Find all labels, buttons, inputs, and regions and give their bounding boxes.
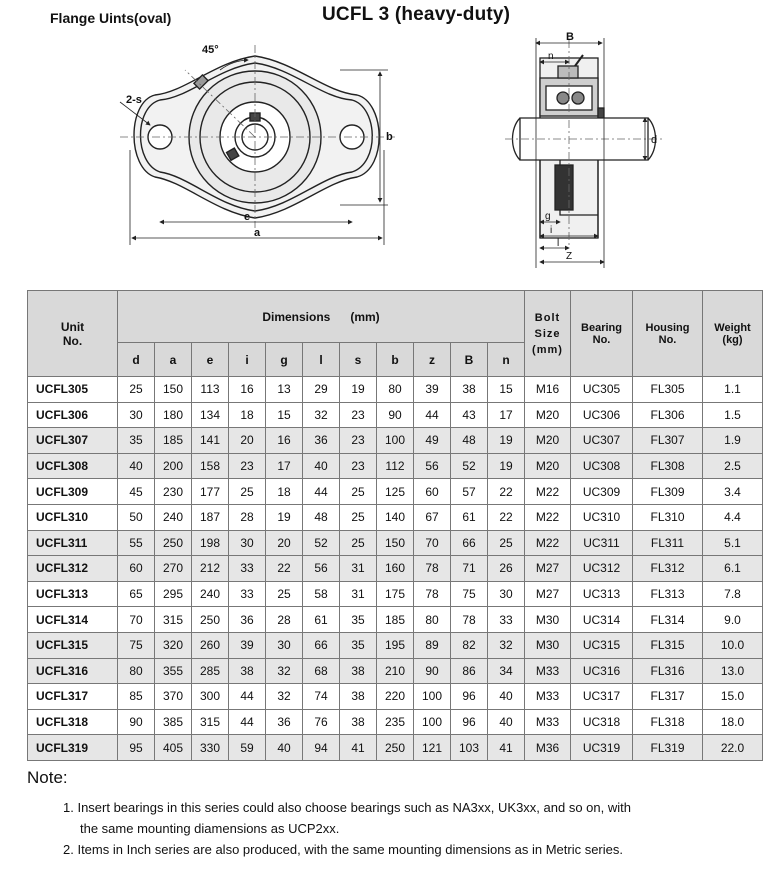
table-cell: FL311 — [633, 530, 703, 556]
table-cell: 25 — [488, 530, 525, 556]
table-cell: 150 — [155, 377, 192, 403]
table-cell: 100 — [414, 684, 451, 710]
table-cell: 250 — [192, 607, 229, 633]
table-cell: 370 — [155, 684, 192, 710]
table-cell: 48 — [303, 504, 340, 530]
table-cell: 71 — [451, 556, 488, 582]
table-cell: 17 — [266, 453, 303, 479]
table-cell: 85 — [118, 684, 155, 710]
table-cell: 75 — [118, 632, 155, 658]
table-cell: 50 — [118, 504, 155, 530]
table-cell: 17 — [488, 402, 525, 428]
column-header-b: b — [377, 343, 414, 377]
table-cell: 86 — [451, 658, 488, 684]
table-row — [28, 658, 763, 684]
unit-number-cell: UCFL314 — [28, 607, 118, 633]
unit-number-cell: UCFL313 — [28, 581, 118, 607]
table-cell: 32 — [266, 684, 303, 710]
note-line-3: 2. Items in Inch series are also produced, with the same mounting dimensions as in Metric series. — [63, 842, 623, 857]
table-cell: 66 — [451, 530, 488, 556]
bearing-header: Bearing No. — [571, 291, 633, 377]
table-cell: 78 — [414, 581, 451, 607]
table-cell: UC307 — [571, 428, 633, 454]
table-cell: 30 — [229, 530, 266, 556]
table-row — [28, 530, 763, 556]
table-cell: 70 — [118, 607, 155, 633]
table-cell: 250 — [377, 735, 414, 761]
table-cell: 19 — [340, 377, 377, 403]
dim-l-label: l — [557, 238, 560, 249]
table-cell: 1.9 — [703, 428, 763, 454]
table-cell: 9.0 — [703, 607, 763, 633]
table-cell: 36 — [229, 607, 266, 633]
table-cell: UC308 — [571, 453, 633, 479]
table-cell: UC315 — [571, 632, 633, 658]
table-cell: 60 — [118, 556, 155, 582]
table-cell: 32 — [488, 632, 525, 658]
table-cell: 315 — [192, 709, 229, 735]
table-cell: UC309 — [571, 479, 633, 505]
table-cell: 240 — [155, 504, 192, 530]
table-row — [28, 581, 763, 607]
table-cell: 38 — [229, 658, 266, 684]
dimensions-table — [27, 290, 763, 761]
table-cell: 22 — [488, 504, 525, 530]
table-cell: 7.8 — [703, 581, 763, 607]
table-cell: 1.5 — [703, 402, 763, 428]
table-cell: 185 — [377, 607, 414, 633]
table-cell: 220 — [377, 684, 414, 710]
table-cell: 19 — [488, 428, 525, 454]
table-cell: 80 — [414, 607, 451, 633]
table-cell: 40 — [118, 453, 155, 479]
table-cell: 23 — [340, 428, 377, 454]
dim-g-label: g — [545, 211, 551, 222]
weight-header: Weight (kg) — [703, 291, 763, 377]
table-cell: 18 — [266, 479, 303, 505]
table-cell: 23 — [340, 453, 377, 479]
table-cell: 158 — [192, 453, 229, 479]
table-cell: 30 — [266, 632, 303, 658]
table-cell: 32 — [266, 658, 303, 684]
table-cell: 30 — [488, 581, 525, 607]
table-cell: M36 — [525, 735, 571, 761]
table-cell: 16 — [266, 428, 303, 454]
table-cell: 80 — [377, 377, 414, 403]
table-cell: 22.0 — [703, 735, 763, 761]
table-cell: M33 — [525, 684, 571, 710]
table-cell: 175 — [377, 581, 414, 607]
column-header-n: n — [488, 343, 525, 377]
table-cell: 52 — [451, 453, 488, 479]
table-cell: 66 — [303, 632, 340, 658]
table-cell: 28 — [229, 504, 266, 530]
table-cell: 35 — [118, 428, 155, 454]
table-cell: 39 — [229, 632, 266, 658]
dim-b-label: b — [386, 131, 393, 143]
table-cell: 2.5 — [703, 453, 763, 479]
table-cell: FL316 — [633, 658, 703, 684]
table-cell: M20 — [525, 428, 571, 454]
column-header-a: a — [155, 343, 192, 377]
table-cell: 100 — [377, 428, 414, 454]
table-cell: FL307 — [633, 428, 703, 454]
table-cell: 198 — [192, 530, 229, 556]
table-cell: 19 — [266, 504, 303, 530]
table-cell: 235 — [377, 709, 414, 735]
table-cell: FL315 — [633, 632, 703, 658]
note-line-1: 1. Insert bearings in this series could also choose bearings such as NA3xx, UK3xx, and so on, with — [63, 800, 631, 815]
table-cell: 320 — [155, 632, 192, 658]
table-cell: 31 — [340, 581, 377, 607]
table-cell: 134 — [192, 402, 229, 428]
table-cell: 45 — [118, 479, 155, 505]
table-cell: 90 — [414, 658, 451, 684]
side-view — [513, 55, 656, 238]
table-cell: 49 — [414, 428, 451, 454]
table-cell: 44 — [414, 402, 451, 428]
table-cell: 121 — [414, 735, 451, 761]
table-cell: 56 — [303, 556, 340, 582]
table-cell: 100 — [414, 709, 451, 735]
dim-d-label: d — [651, 134, 658, 146]
dimensions-header: Dimensions (mm) — [118, 291, 525, 343]
table-cell: 41 — [340, 735, 377, 761]
table-cell: 38 — [340, 658, 377, 684]
table-cell: 270 — [155, 556, 192, 582]
table-cell: 25 — [340, 504, 377, 530]
table-cell: 4.4 — [703, 504, 763, 530]
table-cell: 82 — [451, 632, 488, 658]
table-cell: 38 — [451, 377, 488, 403]
table-cell: 40 — [488, 709, 525, 735]
table-cell: 74 — [303, 684, 340, 710]
table-cell: M30 — [525, 607, 571, 633]
table-cell: 55 — [118, 530, 155, 556]
table-cell: 76 — [303, 709, 340, 735]
table-cell: 3.4 — [703, 479, 763, 505]
unit-number-cell: UCFL308 — [28, 453, 118, 479]
table-cell: M22 — [525, 479, 571, 505]
table-row — [28, 377, 763, 403]
table-cell: 180 — [155, 402, 192, 428]
table-cell: FL310 — [633, 504, 703, 530]
table-cell: 33 — [488, 607, 525, 633]
table-cell: 185 — [155, 428, 192, 454]
table-row — [28, 684, 763, 710]
dim-z-label: Z — [566, 251, 573, 262]
table-cell: 330 — [192, 735, 229, 761]
table-cell: 18 — [229, 402, 266, 428]
table-cell: 39 — [414, 377, 451, 403]
table-cell: FL314 — [633, 607, 703, 633]
column-header-d: d — [118, 343, 155, 377]
unit-number-cell: UCFL318 — [28, 709, 118, 735]
table-cell: 160 — [377, 556, 414, 582]
table-cell: 44 — [229, 709, 266, 735]
housing-header: Housing No. — [633, 291, 703, 377]
table-cell: FL308 — [633, 453, 703, 479]
table-cell: UC319 — [571, 735, 633, 761]
table-cell: 210 — [377, 658, 414, 684]
table-cell: 125 — [377, 479, 414, 505]
table-cell: 95 — [118, 735, 155, 761]
table-cell: 57 — [451, 479, 488, 505]
column-header-e: e — [192, 343, 229, 377]
table-cell: 15.0 — [703, 684, 763, 710]
table-cell: 94 — [303, 735, 340, 761]
note-line-2: the same mounting diamensions as UCP2xx. — [80, 821, 340, 836]
table-cell: 5.1 — [703, 530, 763, 556]
table-cell: 26 — [488, 556, 525, 582]
table-cell: 200 — [155, 453, 192, 479]
table-cell: 36 — [266, 709, 303, 735]
unit-number-cell: UCFL315 — [28, 632, 118, 658]
table-cell: 58 — [303, 581, 340, 607]
table-cell: 141 — [192, 428, 229, 454]
dim-i-label: i — [550, 225, 553, 236]
note-title: Note: — [27, 768, 68, 787]
unit-number-cell: UCFL305 — [28, 377, 118, 403]
table-cell: M16 — [525, 377, 571, 403]
table-cell: M22 — [525, 530, 571, 556]
table-cell: 90 — [118, 709, 155, 735]
unit-number-cell: UCFL317 — [28, 684, 118, 710]
bolt-hole-label: 2-s — [126, 94, 142, 106]
table-cell: FL305 — [633, 377, 703, 403]
table-cell: 16 — [229, 377, 266, 403]
table-cell: 33 — [229, 556, 266, 582]
table-cell: M20 — [525, 402, 571, 428]
table-cell: 30 — [118, 402, 155, 428]
table-cell: 230 — [155, 479, 192, 505]
technical-drawing — [0, 0, 780, 290]
table-cell: 260 — [192, 632, 229, 658]
table-cell: M33 — [525, 658, 571, 684]
table-cell: 28 — [266, 607, 303, 633]
table-cell: UC311 — [571, 530, 633, 556]
table-cell: 22 — [266, 556, 303, 582]
table-cell: 285 — [192, 658, 229, 684]
table-cell: M33 — [525, 709, 571, 735]
table-cell: 113 — [192, 377, 229, 403]
table-cell: 25 — [340, 479, 377, 505]
table-cell: 96 — [451, 709, 488, 735]
table-cell: 20 — [266, 530, 303, 556]
table-cell: UC313 — [571, 581, 633, 607]
table-cell: 29 — [303, 377, 340, 403]
table-cell: 35 — [340, 632, 377, 658]
table-cell: 61 — [451, 504, 488, 530]
table-cell: 103 — [451, 735, 488, 761]
table-cell: 385 — [155, 709, 192, 735]
table-cell: 187 — [192, 504, 229, 530]
page-title: UCFL 3 (heavy-duty) — [322, 4, 511, 25]
table-row — [28, 632, 763, 658]
table-cell: UC305 — [571, 377, 633, 403]
table-cell: 78 — [414, 556, 451, 582]
table-cell: 300 — [192, 684, 229, 710]
unit-number-cell: UCFL312 — [28, 556, 118, 582]
table-cell: 150 — [377, 530, 414, 556]
unit-number-cell: UCFL310 — [28, 504, 118, 530]
table-cell: 25 — [118, 377, 155, 403]
column-header-i: i — [229, 343, 266, 377]
table-cell: 240 — [192, 581, 229, 607]
table-cell: UC314 — [571, 607, 633, 633]
table-cell: 250 — [155, 530, 192, 556]
table-cell: M27 — [525, 581, 571, 607]
unit-number-cell: UCFL319 — [28, 735, 118, 761]
unit-number-cell: UCFL306 — [28, 402, 118, 428]
column-header-l: l — [303, 343, 340, 377]
table-cell: 52 — [303, 530, 340, 556]
table-cell: 90 — [377, 402, 414, 428]
table-cell: FL309 — [633, 479, 703, 505]
table-cell: 295 — [155, 581, 192, 607]
table-cell: 32 — [303, 402, 340, 428]
unit-number-cell: UCFL311 — [28, 530, 118, 556]
table-row — [28, 402, 763, 428]
table-cell: 22 — [488, 479, 525, 505]
table-cell: 31 — [340, 556, 377, 582]
table-cell: UC316 — [571, 658, 633, 684]
table-body — [28, 377, 763, 761]
table-cell: 25 — [340, 530, 377, 556]
angle-label: 45° — [202, 44, 219, 56]
table-cell: 56 — [414, 453, 451, 479]
table-cell: M20 — [525, 453, 571, 479]
table-cell: 70 — [414, 530, 451, 556]
table-cell: M22 — [525, 504, 571, 530]
table-cell: 177 — [192, 479, 229, 505]
table-cell: 15 — [266, 402, 303, 428]
table-cell: 38 — [340, 709, 377, 735]
drawing-caption: Flange Uints(oval) — [50, 10, 172, 26]
table-cell: 15 — [488, 377, 525, 403]
table-cell: 112 — [377, 453, 414, 479]
unit-number-cell: UCFL309 — [28, 479, 118, 505]
table-cell: FL319 — [633, 735, 703, 761]
column-header-B: B — [451, 343, 488, 377]
table-cell: 19 — [488, 453, 525, 479]
table-cell: 25 — [266, 581, 303, 607]
table-cell: 13 — [266, 377, 303, 403]
table-cell: 78 — [451, 607, 488, 633]
table-cell: FL318 — [633, 709, 703, 735]
table-cell: FL312 — [633, 556, 703, 582]
table-cell: FL317 — [633, 684, 703, 710]
table-cell: 48 — [451, 428, 488, 454]
table-cell: 61 — [303, 607, 340, 633]
table-cell: UC310 — [571, 504, 633, 530]
table-cell: 34 — [488, 658, 525, 684]
table-row — [28, 479, 763, 505]
bolt-size-header: Bolt Size (mm) — [525, 291, 571, 377]
table-cell: 40 — [266, 735, 303, 761]
table-row — [28, 504, 763, 530]
dim-a-label: a — [254, 227, 261, 239]
table-cell: 35 — [340, 607, 377, 633]
table-row — [28, 556, 763, 582]
table-cell: UC312 — [571, 556, 633, 582]
column-header-s: s — [340, 343, 377, 377]
table-cell: 75 — [451, 581, 488, 607]
table-cell: 140 — [377, 504, 414, 530]
dim-B-label: B — [566, 31, 574, 43]
table-cell: 33 — [229, 581, 266, 607]
table-row — [28, 735, 763, 761]
table-cell: FL306 — [633, 402, 703, 428]
table-cell: 10.0 — [703, 632, 763, 658]
table-row — [28, 607, 763, 633]
table-cell: 13.0 — [703, 658, 763, 684]
table-cell: 18.0 — [703, 709, 763, 735]
table-cell: 405 — [155, 735, 192, 761]
table-cell: 68 — [303, 658, 340, 684]
unit-number-cell: UCFL307 — [28, 428, 118, 454]
table-cell: 43 — [451, 402, 488, 428]
table-cell: 96 — [451, 684, 488, 710]
column-header-g: g — [266, 343, 303, 377]
table-cell: 65 — [118, 581, 155, 607]
table-cell: 80 — [118, 658, 155, 684]
table-cell: M27 — [525, 556, 571, 582]
unit-number-cell: UCFL316 — [28, 658, 118, 684]
table-cell: 23 — [229, 453, 266, 479]
unit-header: Unit No. — [28, 291, 118, 377]
table-cell: 67 — [414, 504, 451, 530]
table-cell: FL313 — [633, 581, 703, 607]
table-cell: M30 — [525, 632, 571, 658]
table-cell: 212 — [192, 556, 229, 582]
dim-e-label: e — [244, 211, 251, 223]
table-cell: 20 — [229, 428, 266, 454]
table-cell: 40 — [488, 684, 525, 710]
table-cell: 89 — [414, 632, 451, 658]
table-row — [28, 709, 763, 735]
table-cell: 41 — [488, 735, 525, 761]
table-cell: UC306 — [571, 402, 633, 428]
table-cell: 1.1 — [703, 377, 763, 403]
table-cell: 25 — [229, 479, 266, 505]
table-cell: 38 — [340, 684, 377, 710]
dim-n-label: n — [548, 51, 554, 62]
table-cell: 195 — [377, 632, 414, 658]
table-cell: 59 — [229, 735, 266, 761]
table-cell: 60 — [414, 479, 451, 505]
table-cell: 315 — [155, 607, 192, 633]
table-cell: 40 — [303, 453, 340, 479]
table-cell: UC317 — [571, 684, 633, 710]
table-row — [28, 428, 763, 454]
table-cell: 44 — [303, 479, 340, 505]
table-cell: 44 — [229, 684, 266, 710]
table-cell: 355 — [155, 658, 192, 684]
column-header-z: z — [414, 343, 451, 377]
table-row — [28, 453, 763, 479]
table-cell: 6.1 — [703, 556, 763, 582]
table-cell: UC318 — [571, 709, 633, 735]
table-cell: 23 — [340, 402, 377, 428]
table-cell: 36 — [303, 428, 340, 454]
